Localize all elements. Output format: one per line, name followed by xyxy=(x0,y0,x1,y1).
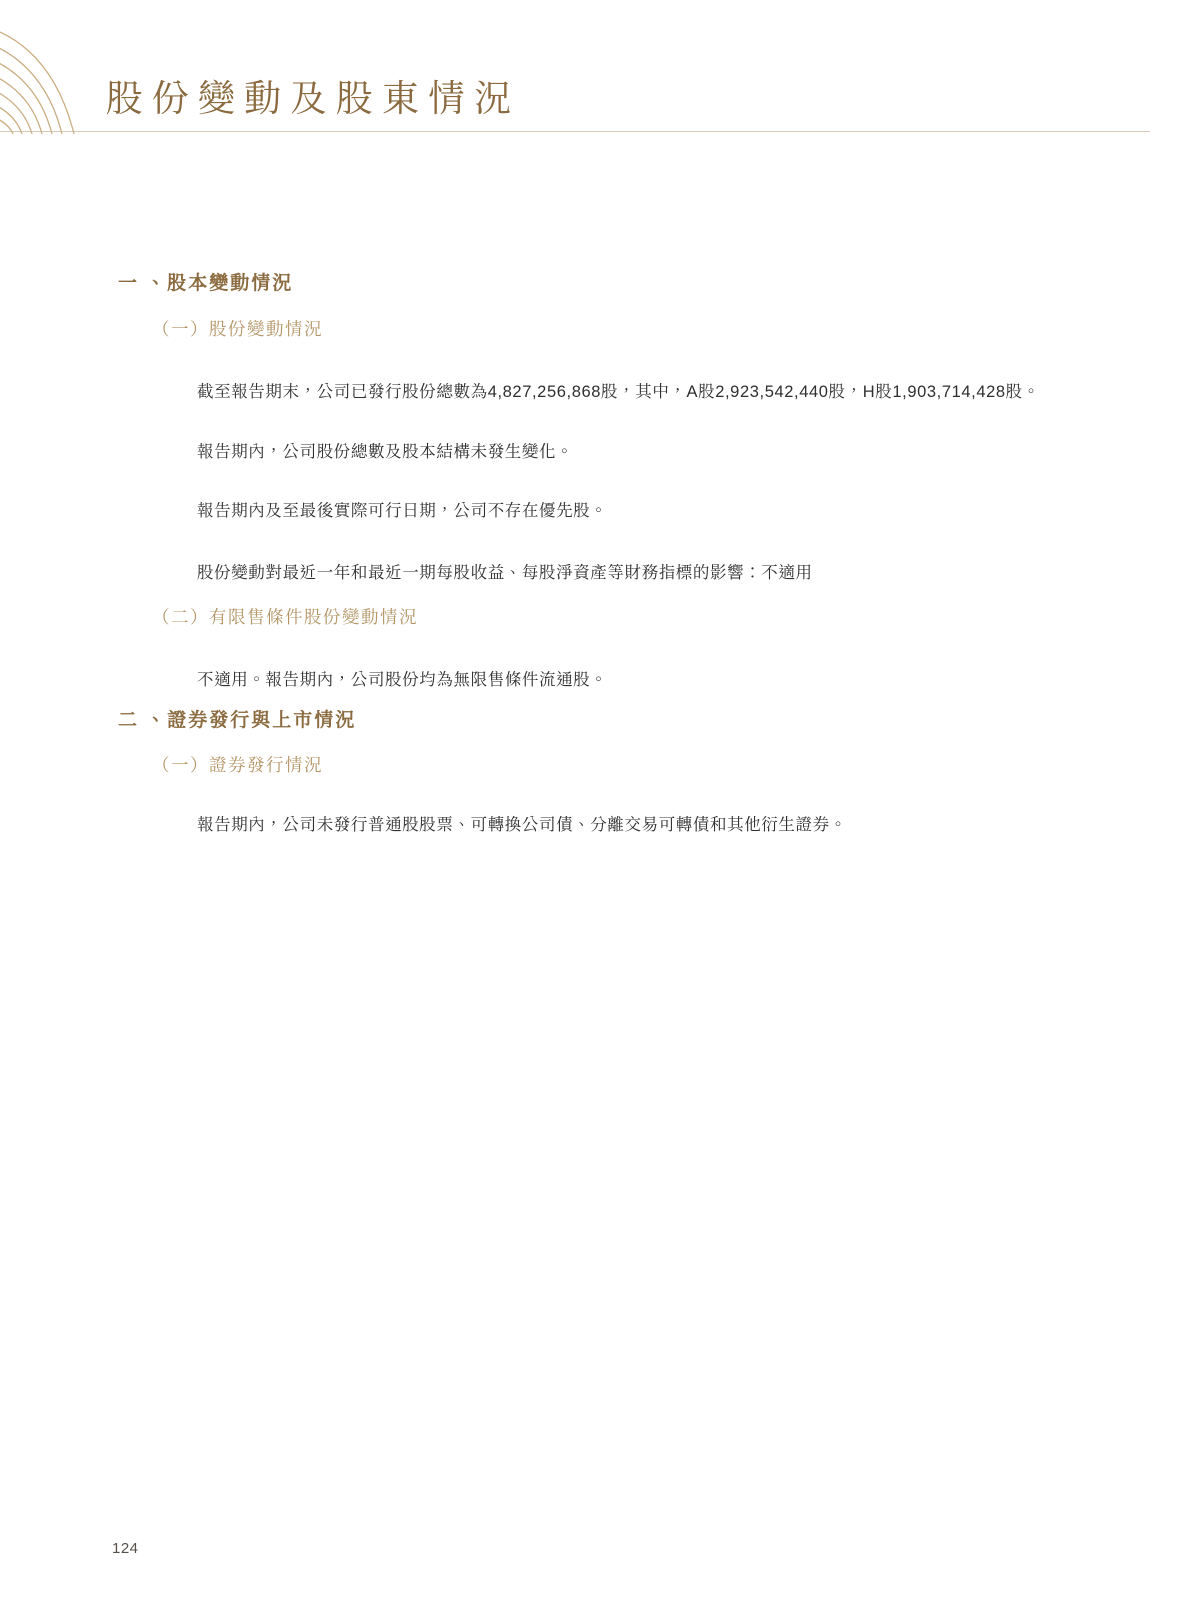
page-header xyxy=(0,0,1190,140)
paragraph-no-issuance: 報告期內，公司未發行普通股股票、可轉換公司債、分離交易可轉債和其他衍生證券。 xyxy=(197,815,847,834)
decorative-swoosh-icon xyxy=(0,22,120,134)
paragraph-no-preferred-shares: 報告期內及至最後實際可行日期，公司不存在優先股。 xyxy=(197,501,608,520)
section-heading-share-capital-changes: 一 、股本變動情況 xyxy=(118,273,294,294)
subsection-heading-issuance-status: （一）證券發行情況 xyxy=(152,755,323,775)
page-title: 股份變動及股東情況 xyxy=(106,77,520,120)
page-number: 124 xyxy=(112,1540,139,1557)
paragraph-financial-impact: 股份變動對最近一年和最近一期每股收益、每股淨資產等財務指標的影響：不適用 xyxy=(197,563,813,582)
section-heading-securities-issuance: 二 、證券發行與上市情況 xyxy=(118,710,357,731)
header-divider xyxy=(0,131,1150,132)
paragraph-no-structure-change: 報告期內，公司股份總數及股本結構未發生變化。 xyxy=(197,442,574,461)
subsection-heading-restricted-shares: （二）有限售條件股份變動情況 xyxy=(152,607,418,627)
paragraph-restricted-shares-na: 不適用。報告期內，公司股份均為無限售條件流通股。 xyxy=(197,670,608,689)
paragraph-total-shares: 截至報告期末，公司已發行股份總數為4,827,256,868股，其中，A股2,923,542,440股，H股1,903,714,428股。 xyxy=(197,382,1040,401)
subsection-heading-share-changes: （一）股份變動情況 xyxy=(152,319,323,339)
